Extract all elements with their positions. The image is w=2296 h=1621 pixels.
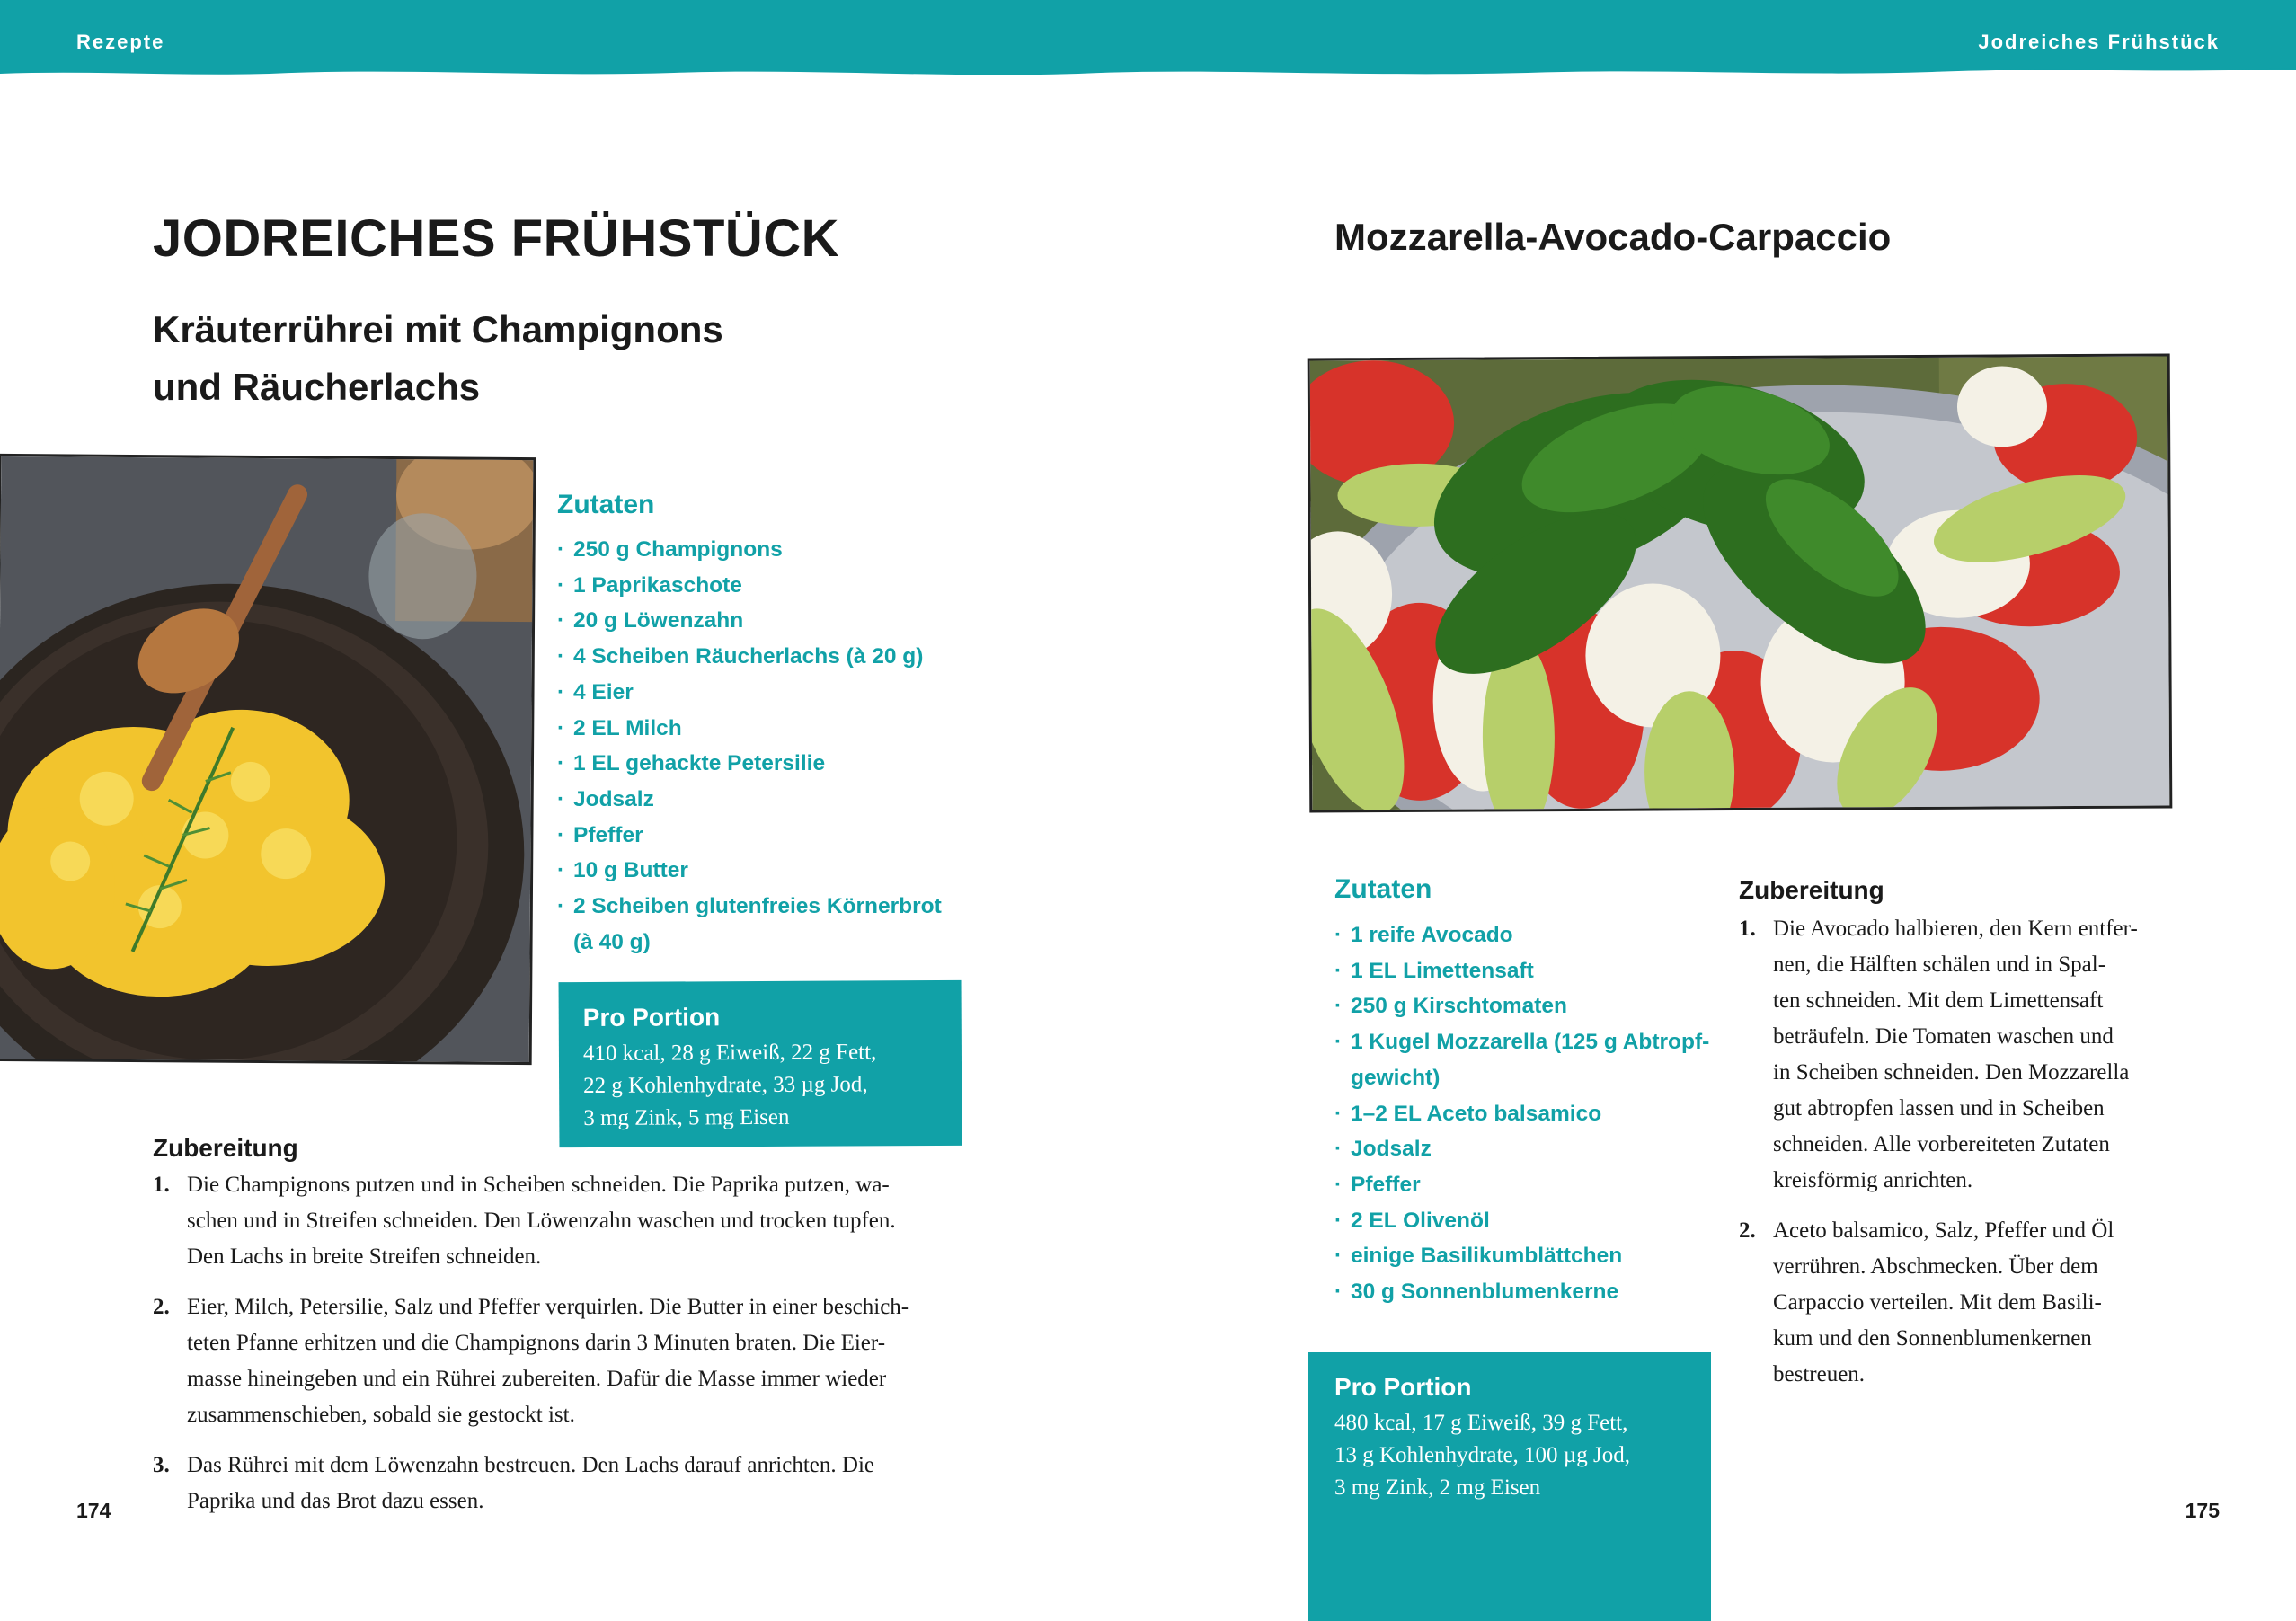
portion-nutrition — [1334, 1407, 1630, 1504]
scrambled-eggs-photo — [0, 454, 536, 1065]
step-line: Carpaccio verteilen. Mit dem Basili- — [1773, 1290, 2102, 1315]
list-item: · 10 g Butter — [557, 853, 971, 889]
step-line: Aceto balsamico, Salz, Pfeffer und Öl — [1773, 1218, 2114, 1243]
prep-step — [1739, 911, 2206, 1199]
portion-nutrition — [583, 1036, 877, 1135]
top-header-bar — [0, 0, 2296, 70]
list-item: · einige Basilikumblättchen — [1334, 1238, 1730, 1274]
prep-heading-left: Zubereitung — [153, 1134, 298, 1162]
prep-step — [153, 1448, 980, 1519]
ingredients-heading-left: Zutaten — [557, 490, 655, 519]
step-line: schen und in Streifen schneiden. Den Löwenzahn waschen und trocken tupfen. — [187, 1209, 896, 1233]
page-title: JODREICHES FRÜHSTÜCK — [153, 209, 840, 268]
step-line: ten schneiden. Mit dem Limettensaft — [1773, 988, 2104, 1013]
list-item: · 1–2 EL Aceto balsamico — [1334, 1096, 1730, 1132]
recipe-title-line: und Räucherlachs — [153, 366, 481, 408]
step-line: verrühren. Abschmecken. Über dem — [1773, 1254, 2098, 1279]
list-item: · 2 Scheiben glutenfreies Körnerbrot — [557, 889, 971, 925]
prep-steps-right — [1739, 911, 2206, 1393]
prep-step — [1739, 1213, 2206, 1393]
list-item: · 2 EL Olivenöl — [1334, 1203, 1730, 1239]
step-number: 3. — [153, 1453, 170, 1477]
step-line: in Scheiben schneiden. Den Mozzarella — [1773, 1060, 2130, 1085]
brush-edge-decoration — [0, 63, 2296, 79]
list-item: · 1 Paprikaschote — [557, 568, 971, 604]
portion-heading: Pro Portion — [1334, 1373, 1472, 1401]
step-line: zusammenschieben, sobald sie gestockt ist. — [187, 1403, 575, 1427]
list-item: · Jodsalz — [557, 782, 971, 818]
portion-heading: Pro Portion — [582, 1003, 721, 1032]
page-number-left: 174 — [76, 1499, 111, 1522]
list-item: · 30 g Sonnenblumenkerne — [1334, 1274, 1730, 1310]
list-item: · 1 EL gehackte Petersilie — [557, 746, 971, 782]
nutrition-line: 3 mg Zink, 2 mg Eisen — [1334, 1475, 1541, 1500]
prep-step — [153, 1289, 980, 1433]
step-line: schneiden. Alle vorbereiteten Zutaten — [1773, 1132, 2110, 1156]
list-item: · 250 g Kirschtomaten — [1334, 988, 1730, 1024]
step-line: Den Lachs in breite Streifen schneiden. — [187, 1245, 542, 1269]
prep-heading-right: Zubereitung — [1739, 876, 1884, 904]
list-item: · Jodsalz — [1334, 1131, 1730, 1167]
nutrition-line: 3 mg Zink, 5 mg Eisen — [583, 1104, 790, 1131]
step-line: beträufeln. Die Tomaten waschen und — [1773, 1024, 2114, 1049]
ingredients-heading-right: Zutaten — [1334, 874, 1432, 904]
portion-box-right — [1308, 1352, 1711, 1621]
nutrition-line: 13 g Kohlenhydrate, 100 µg Jod, — [1334, 1443, 1630, 1467]
step-number: 1. — [153, 1173, 170, 1197]
step-number: 1. — [1739, 917, 1756, 941]
list-item-continuation: (à 40 g) — [573, 929, 651, 954]
nutrition-line: 22 g Kohlenhydrate, 33 µg Jod, — [583, 1072, 868, 1099]
mozzarella-avocado-carpaccio-photo — [1308, 353, 2173, 812]
ingredients-list-right — [1334, 917, 1730, 1310]
recipe-title-line: Kräuterrührei mit Champignons — [153, 308, 723, 350]
list-item: · 1 EL Limettensaft — [1334, 953, 1730, 989]
page-number-right: 175 — [2185, 1499, 2220, 1522]
list-item: · 20 g Löwenzahn — [557, 603, 971, 639]
recipe-title-left — [153, 301, 872, 416]
step-line: kum und den Sonnenblumenkernen — [1773, 1326, 2092, 1351]
step-line: Die Champignons putzen und in Scheiben schneiden. Die Paprika putzen, wa- — [187, 1173, 890, 1197]
list-item: · 2 EL Milch — [557, 711, 971, 747]
step-line: Paprika und das Brot dazu essen. — [187, 1489, 484, 1513]
step-line: bestreuen. — [1773, 1362, 1866, 1386]
step-number: 2. — [153, 1295, 170, 1319]
list-item: · 1 Kugel Mozzarella (125 g Abtropf- — [1334, 1024, 1730, 1060]
prep-step — [153, 1167, 980, 1275]
section-label: Rezepte — [76, 31, 165, 53]
chapter-label: Jodreiches Frühstück — [1978, 31, 2220, 53]
portion-box-left — [559, 980, 962, 1147]
nutrition-line: 480 kcal, 17 g Eiweiß, 39 g Fett, — [1334, 1411, 1628, 1435]
list-item-continuation: gewicht) — [1351, 1065, 1441, 1090]
list-item: · 1 reife Avocado — [1334, 917, 1730, 953]
step-line: Das Rührei mit dem Löwenzahn bestreuen. Den Lachs darauf anrichten. Die — [187, 1453, 874, 1477]
list-item: · Pfeffer — [557, 818, 971, 854]
step-line: teten Pfanne erhitzen und die Champignons darin 3 Minuten braten. Die Eier- — [187, 1331, 886, 1355]
recipe-title-right: Mozzarella-Avocado-Carpaccio — [1334, 216, 1892, 258]
ingredients-list-left — [557, 532, 971, 960]
step-line: Die Avocado halbieren, den Kern entfer- — [1773, 917, 2138, 941]
list-item: · 4 Scheiben Räucherlachs (à 20 g) — [557, 639, 971, 675]
step-line: Eier, Milch, Petersilie, Salz und Pfeffer verquirlen. Die Butter in einer beschich- — [187, 1295, 909, 1319]
nutrition-line: 410 kcal, 28 g Eiweiß, 22 g Fett, — [582, 1040, 877, 1067]
step-line: kreisförmig anrichten. — [1773, 1168, 1973, 1192]
list-item: · 250 g Champignons — [557, 532, 971, 568]
step-number: 2. — [1739, 1218, 1756, 1243]
step-line: gut abtropfen lassen und in Scheiben — [1773, 1096, 2105, 1121]
step-line: masse hineingeben und ein Rührei zubereiten. Dafür die Masse immer wieder — [187, 1367, 887, 1391]
step-line: nen, die Hälften schälen und in Spal- — [1773, 952, 2106, 977]
prep-steps-left — [153, 1167, 980, 1519]
list-item: · 4 Eier — [557, 675, 971, 711]
list-item: · Pfeffer — [1334, 1167, 1730, 1203]
